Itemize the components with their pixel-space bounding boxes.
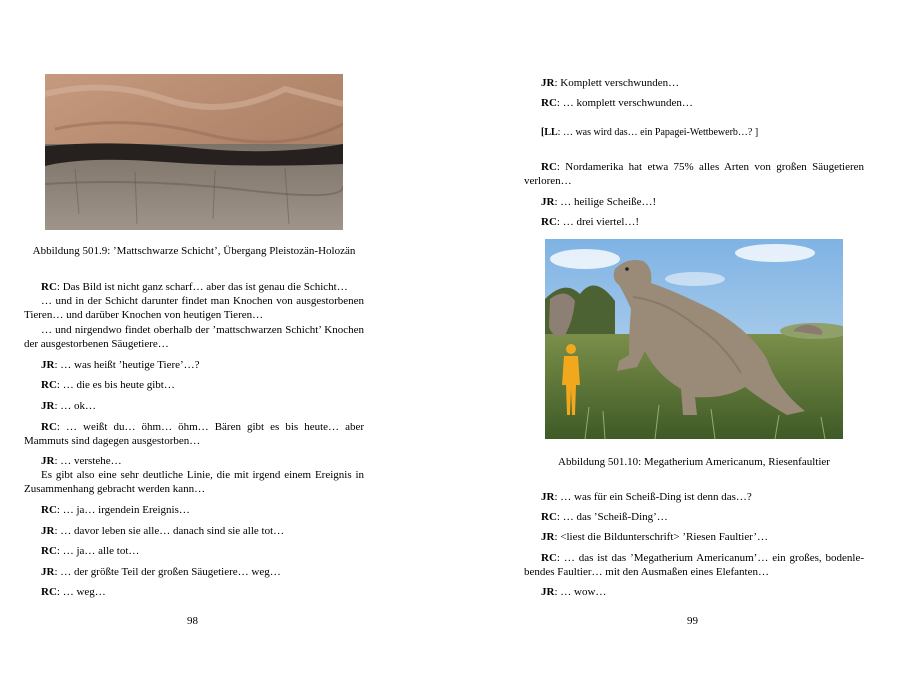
dialogue-line: RC: … weißt du… öhm… öhm… Bären gibt es bis heute… aber Mammuts sind dagegen ausgestorben… <box>24 421 364 447</box>
dialogue-line: … und in der Schicht darunter findet man Knochen von ausgestorbenen Tieren… und darüber Knochen von heutigen Tieren… <box>24 295 364 321</box>
dialogue-line: RC: … weg… <box>41 586 106 598</box>
page-number: 99 <box>687 615 698 627</box>
dialogue-line: RC: Nordamerika hat etwa 75% alles Arten von großen Säugetieren verloren… <box>524 161 864 187</box>
dialogue-line: JR: … davor leben sie alle… danach sind sie alle tot… <box>41 525 285 537</box>
dialogue-line: [LL: … was wird das… ein Papagei-Wettbewerb…? ] <box>541 127 759 138</box>
figure-caption: Abbildung 501.10: Megatherium Americanum, Riesenfaultier <box>558 456 830 468</box>
dialogue-line: … und nirgendwo findet oberhalb der ’mattschwarzen Schicht’ Knochen der ausgestorbenen Säugetiere… <box>24 324 364 350</box>
dialogue-line: RC: Das Bild ist nicht ganz scharf… aber das ist genau die Schicht… <box>41 281 348 293</box>
page-number: 98 <box>187 615 198 627</box>
dialogue-line: JR: … wow… <box>541 586 607 598</box>
megatherium-illustration <box>545 239 843 439</box>
dialogue-line: RC: … die es bis heute gibt… <box>41 379 175 391</box>
dialogue-line: Es gibt also eine sehr deutliche Linie, die mit irgend einem Ereignis in Zusammenhang gebracht werden kann… <box>24 469 364 495</box>
dialogue-line: RC: … das ’Scheiß-Ding’… <box>541 511 668 523</box>
dialogue-line: JR: <liest die Bildunterschrift> ’Riesen Faultier’… <box>541 531 768 543</box>
dialogue-line: RC: … drei viertel…! <box>541 216 640 228</box>
dialogue-line: JR: … ok… <box>41 400 97 412</box>
stratum-photo <box>45 74 343 230</box>
dialogue-line: RC: … das ist das ’Megatherium Americanum’… ein großes, bodenle- bendes Faultier… mit den Ausmaßen eines Elefanten… <box>524 552 864 578</box>
right-page <box>450 0 900 676</box>
dialogue-line: JR: … verstehe… <box>41 455 122 467</box>
dialogue-line: RC: … ja… irgendein Ereignis… <box>41 504 190 516</box>
dialogue-line: JR: … der größte Teil der großen Säugetiere… weg… <box>41 566 281 578</box>
dialogue-line: JR: … was für ein Scheiß-Ding ist denn das…? <box>541 491 752 503</box>
dialogue-line: JR: … was heißt ’heutige Tiere’…? <box>41 359 200 371</box>
dialogue-line: JR: Komplett verschwunden… <box>541 77 680 89</box>
figure-caption: Abbildung 501.9: ’Mattschwarze Schicht’, Übergang Pleistozän-Holozän <box>32 245 356 257</box>
dialogue-line: RC: … ja… alle tot… <box>41 545 140 557</box>
dialogue-line: JR: … heilige Scheiße…! <box>541 196 657 208</box>
dialogue-line: RC: … komplett verschwunden… <box>541 97 693 109</box>
